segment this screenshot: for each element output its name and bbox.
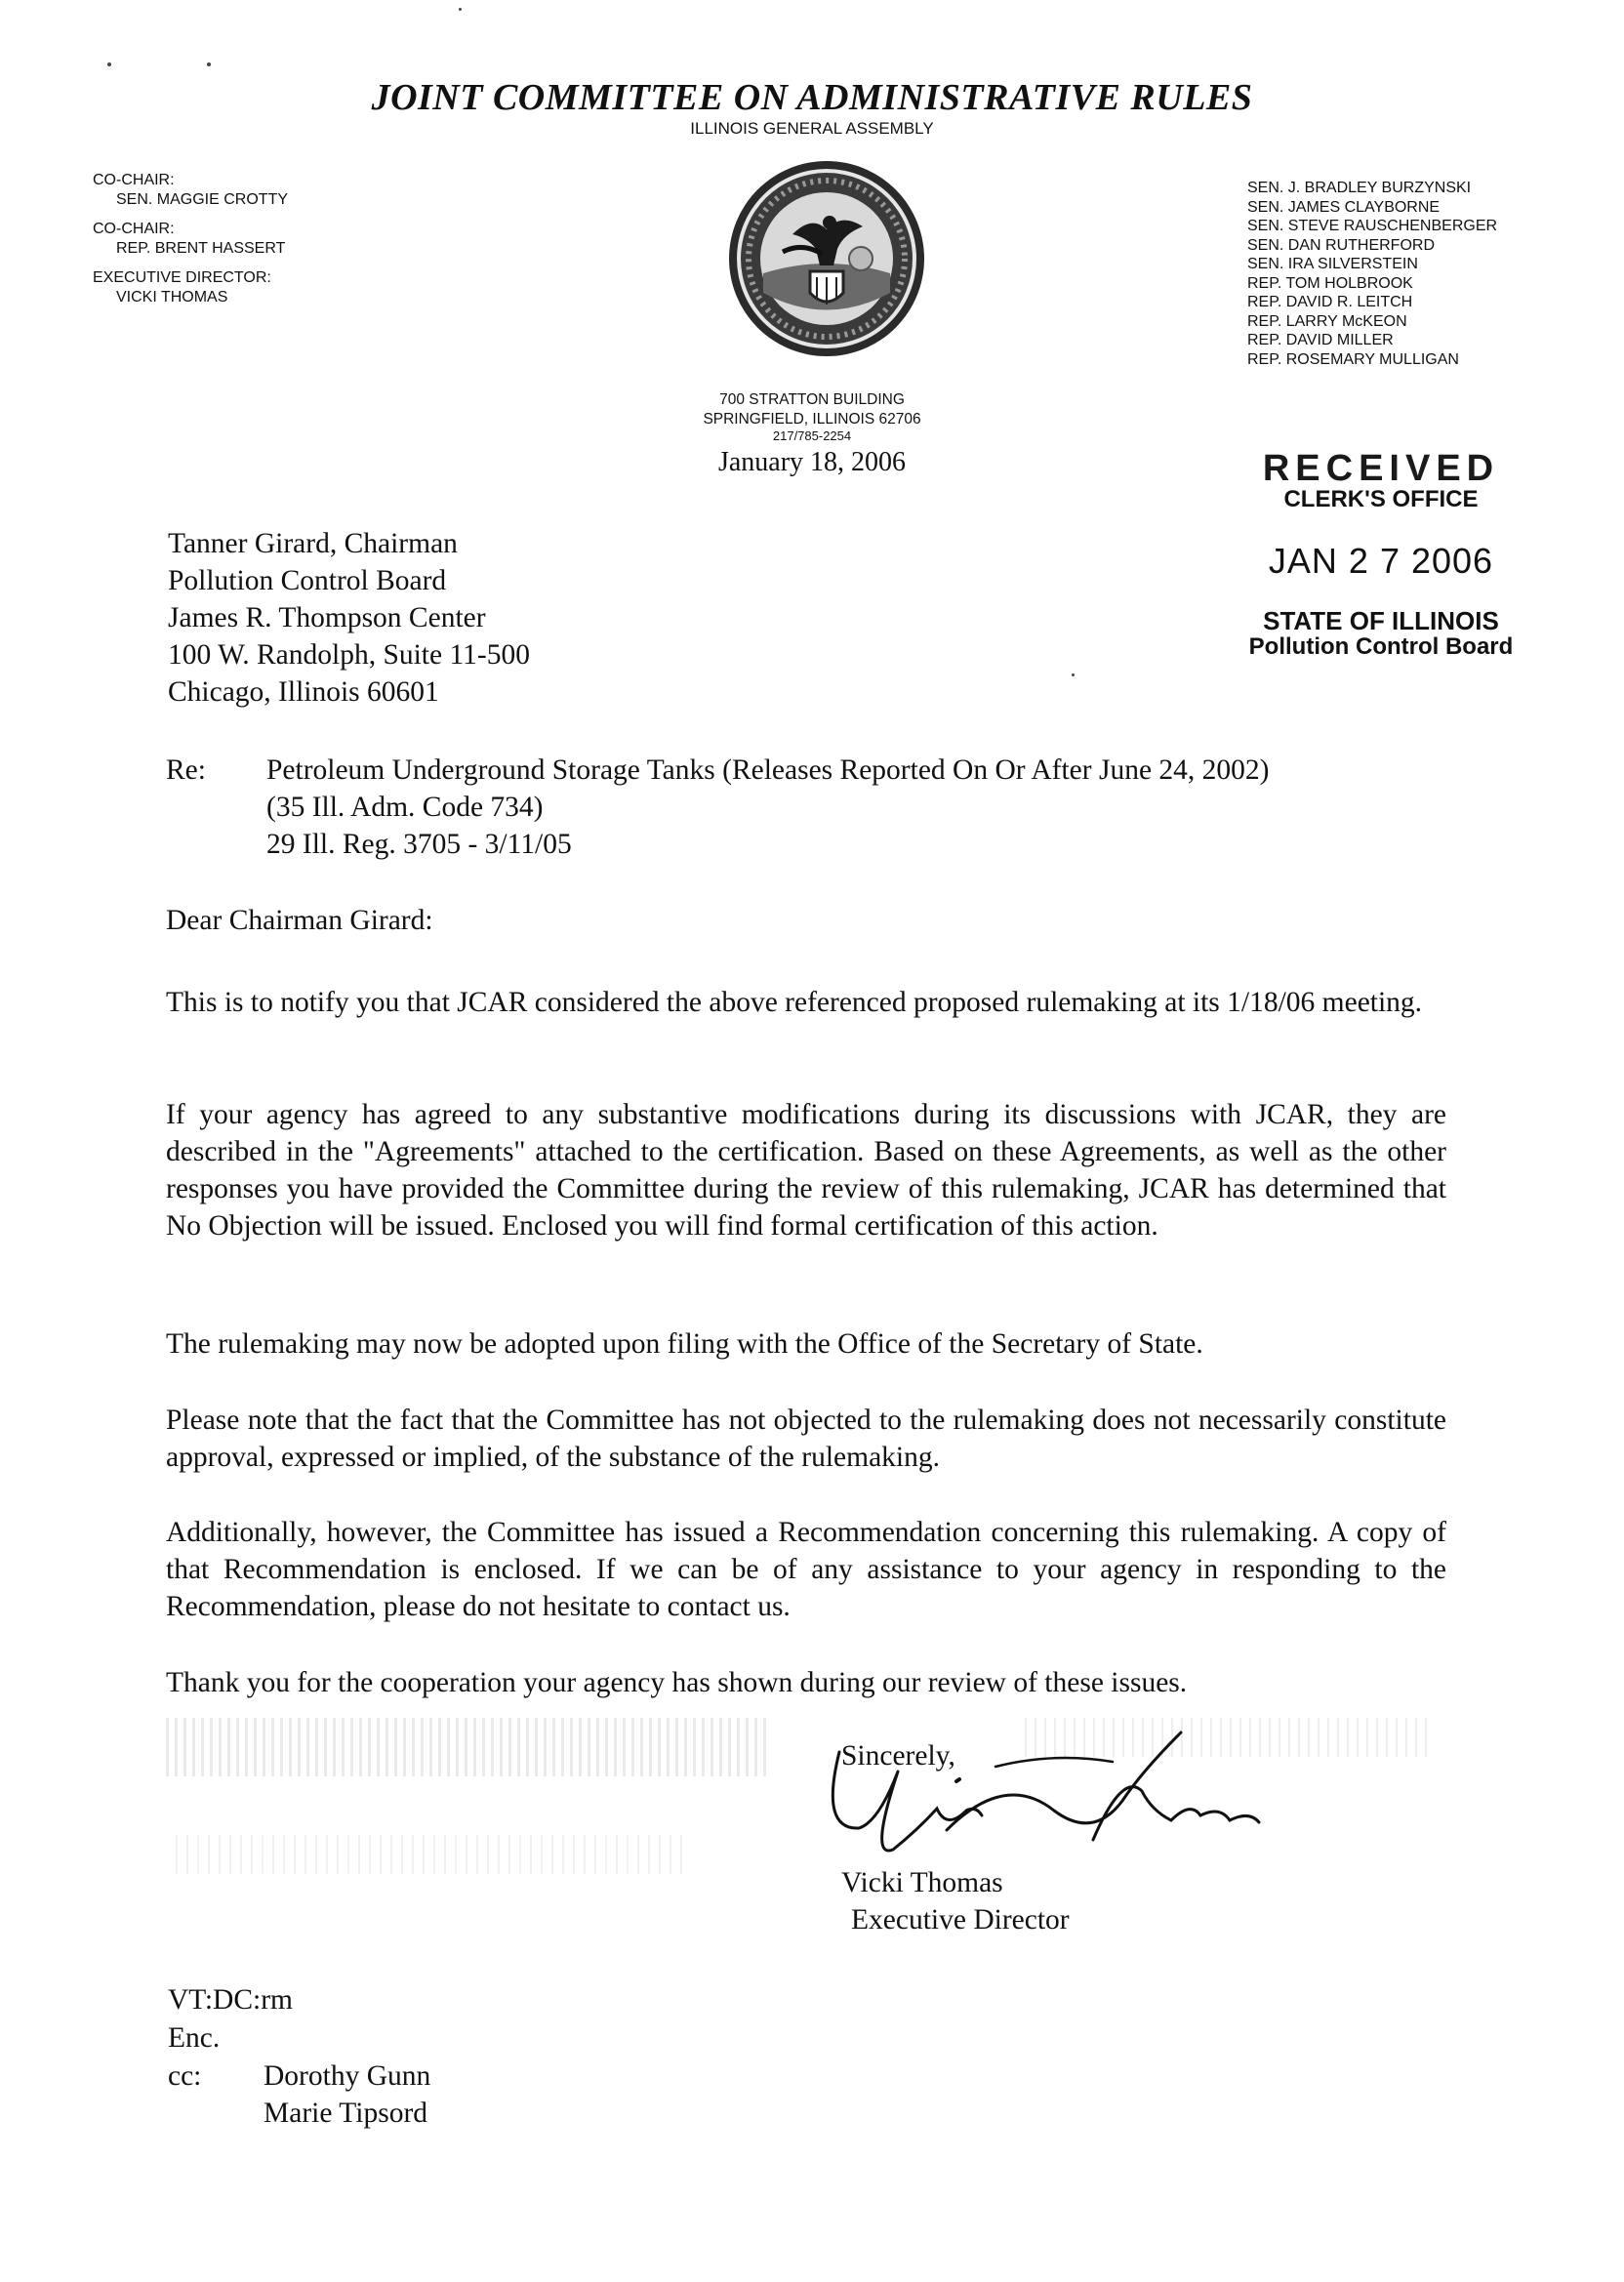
recipient-line: James R. Thompson Center xyxy=(168,602,486,633)
body-paragraph: The rulemaking may now be adopted upon filing with the Office of the Secretary of State. xyxy=(166,1328,1203,1360)
officer-role: CO-CHAIR: xyxy=(93,221,175,237)
stamp-state: STATE OF ILLINOIS xyxy=(1263,606,1499,635)
recipient-line: Tanner Girard, Chairman xyxy=(168,528,458,559)
scan-noise xyxy=(176,1835,683,1874)
officer-role: CO-CHAIR: xyxy=(93,172,175,188)
member-name: REP. LARRY McKEON xyxy=(1247,312,1407,330)
signer-name: Vicki Thomas xyxy=(841,1867,1003,1898)
officer-name: SEN. MAGGIE CROTTY xyxy=(116,191,289,208)
scan-noise xyxy=(166,1718,771,1776)
member-name: REP. TOM HOLBROOK xyxy=(1247,274,1413,292)
recipient-line: Chicago, Illinois 60601 xyxy=(168,676,439,708)
re-subject xyxy=(266,752,1270,863)
stamp-office: CLERK'S OFFICE xyxy=(1283,486,1479,512)
signer-title: Executive Director xyxy=(851,1904,1070,1936)
scan-speck xyxy=(207,62,211,66)
stamp-received: RECEIVED xyxy=(1262,448,1500,489)
closing: Sincerely, xyxy=(841,1740,955,1772)
letter-date: January 18, 2006 xyxy=(717,447,907,477)
received-stamp xyxy=(1215,449,1547,660)
stamp-board: Pollution Control Board xyxy=(1248,633,1514,660)
re-line: Petroleum Underground Storage Tanks (Releases Reported On Or After June 24, 2002) xyxy=(266,754,1270,786)
reference-initials: VT:DC:rm xyxy=(168,1984,293,2016)
members-list xyxy=(1247,179,1497,369)
address-line: 700 STRATTON BUILDING xyxy=(719,391,905,408)
member-name: REP. DAVID R. LEITCH xyxy=(1247,294,1413,310)
member-name: SEN. DAN RUTHERFORD xyxy=(1247,236,1436,254)
recipient-line: Pollution Control Board xyxy=(168,565,447,596)
scan-speck xyxy=(1072,673,1075,676)
recipient-line: 100 W. Randolph, Suite 11-500 xyxy=(168,639,530,671)
cc-recipient: Marie Tipsord xyxy=(264,2098,428,2129)
re-line: 29 Ill. Reg. 3705 - 3/11/05 xyxy=(266,829,572,860)
body-paragraph: Additionally, however, the Committee has issued a Recommendation concerning this rulemaking. A copy of that Recommendation is enclosed. If we can be of any assistance to your agency in responding to the Recommendation, please do not hesitate to contact us. xyxy=(166,1517,1446,1622)
scan-speck xyxy=(459,8,462,11)
member-name: REP. DAVID MILLER xyxy=(1247,332,1394,348)
member-name: SEN. JAMES CLAYBORNE xyxy=(1247,198,1441,216)
scan-speck xyxy=(107,62,111,66)
officer-entry xyxy=(93,171,288,210)
officer-entry xyxy=(93,268,288,307)
stamp-date: JAN 2 7 2006 xyxy=(1268,541,1494,581)
cc-list xyxy=(264,2058,430,2132)
officer-name: VICKI THOMAS xyxy=(116,289,228,306)
salutation: Dear Chairman Girard: xyxy=(166,905,433,936)
body-paragraph: If your agency has agreed to any substantive modifications during its discussions with JCAR, they are described in the "Agreements" attached to the certification. Based on these Agreements, as well as the other responses you have provided the Committee during the review of this rulemaking, JCAR has determined that No Objection will be issued. Enclosed you will find formal certification of this action. xyxy=(166,1099,1446,1242)
state-seal-icon xyxy=(724,156,929,361)
member-name: REP. ROSEMARY MULLIGAN xyxy=(1247,350,1459,368)
enclosure-note: Enc. xyxy=(168,2022,221,2054)
re-label: Re: xyxy=(166,754,206,786)
letterhead-subtitle: ILLINOIS GENERAL ASSEMBLY xyxy=(690,119,934,138)
recipient-address xyxy=(168,525,530,711)
letterhead-title: JOINT COMMITTEE ON ADMINISTRATIVE RULES xyxy=(371,77,1253,118)
member-name: SEN. J. BRADLEY BURZYNSKI xyxy=(1247,180,1472,196)
re-line: (35 Ill. Adm. Code 734) xyxy=(266,792,544,823)
committee-address xyxy=(0,390,1624,443)
body-paragraph: Thank you for the cooperation your agency has shown during our review of these issues. xyxy=(166,1667,1188,1698)
officers-list xyxy=(93,171,288,317)
officer-entry xyxy=(93,220,288,259)
address-phone: 217/785-2254 xyxy=(772,428,852,443)
cc-recipient: Dorothy Gunn xyxy=(264,2060,431,2092)
officer-role: EXECUTIVE DIRECTOR: xyxy=(93,269,271,286)
cc-label: cc: xyxy=(168,2060,202,2092)
body-paragraph: Please note that the fact that the Committee has not objected to the rulemaking does not necessarily constitute approval, expressed or implied, of the substance of the rulemaking. xyxy=(166,1405,1446,1473)
body-paragraph: This is to notify you that JCAR considered the above referenced proposed rulemaking at its 1/18/06 meeting. xyxy=(166,987,1423,1018)
signature-icon xyxy=(800,1713,1308,1869)
member-name: SEN. IRA SILVERSTEIN xyxy=(1247,256,1418,272)
address-line: SPRINGFIELD, ILLINOIS 62706 xyxy=(703,411,921,428)
member-name: SEN. STEVE RAUSCHENBERGER xyxy=(1247,218,1498,234)
officer-name: REP. BRENT HASSERT xyxy=(116,240,286,257)
